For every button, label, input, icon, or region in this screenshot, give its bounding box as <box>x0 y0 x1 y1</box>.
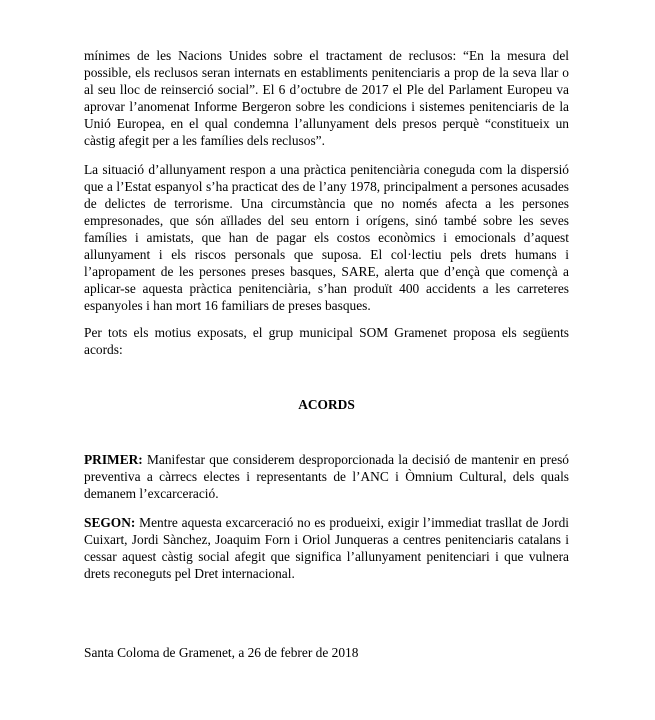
agreement-text: Manifestar que considerem desproporcionada la decisió de mantenir en presó preventiva a càrrecs electes i representants de l’ANC i Òmnium Cultural, dels quals demanem l’excarceració. <box>84 452 569 501</box>
section-heading: ACORDS <box>298 397 355 412</box>
body-paragraph: mínimes de les Nacions Unides sobre el tractament de reclusos: “En la mesura del possible, els reclusos seran internats en establiments penitenciaris a prop de la seva llar o al seu lloc de reinserció social”. El 6 d’octubre de 2017 el Ple del Parlament Europeu va aprovar l’anomenat Informe Bergeron sobre les condicions i sistemes penitenciaris de la Unió Europea, en el qual condemna l’allunyament dels presos perquè “constitueix un càstig afegit per a les famílies dels reclusos”. <box>84 48 569 148</box>
body-paragraph: La situació d’allunyament respon a una pràctica penitenciària coneguda com la dispersió que a l’Estat espanyol s’ha practicat des de l’any 1978, principalment a persones acusades de delictes de terrorisme. Una circumstància que no només afecta a les persones empresonades, que són aïllades del seu entorn i orígens, sinó també sobre les seves famílies i amistats, que han de pagar els costos econòmics i emocionals d’aquest allunyament i els riscos personals que suposa. El col·lectiu pels drets humans i l’apropament de les persones preses basques, SARE, alerta que d’ençà que començà a aplicar-se aquesta pràctica penitenciària, s’han produït 400 accidents a les carreteres espanyoles i han mort 16 familiars de preses basques. <box>84 162 569 313</box>
agreement-second <box>84 514 569 582</box>
place-date-line: Santa Coloma de Gramenet, a 26 de febrer de 2018 <box>84 645 359 660</box>
body-paragraph: Per tots els motius exposats, el grup municipal SOM Gramenet proposa els següents acords: <box>84 325 569 357</box>
agreement-text: Mentre aquesta excarceració no es produeixi, exigir l’immediat trasllat de Jordi Cuixart, Jordi Sànchez, Joaquim Forn i Oriol Junqueras a centres penitenciaris catalans i cessar aquest càstig social afegit que significa l’allunyament penitenciari i que vulnera drets reconeguts pel Dret internacional. <box>84 515 569 581</box>
agreement-first <box>84 451 569 502</box>
agreement-label: SEGON: <box>84 515 136 530</box>
agreement-label: PRIMER: <box>84 452 143 467</box>
